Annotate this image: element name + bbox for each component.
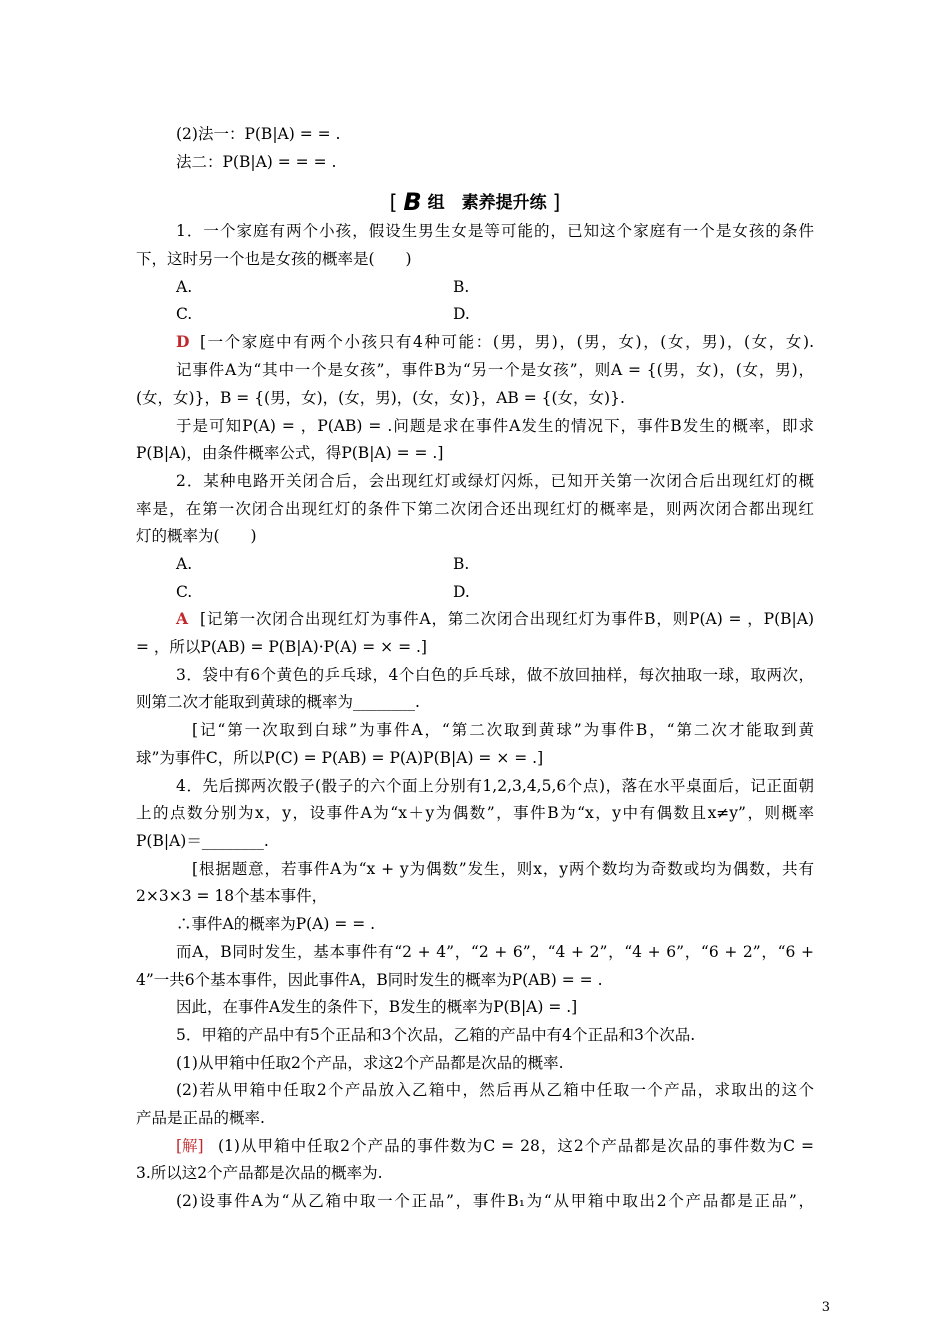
a4-line-d: 而A，B同时发生，基本事件有“2 + 4”，“2 + 6”，“4 + 2”，“4 + 6”，“6 + 2”，“6 +	[176, 943, 814, 961]
section-bracket-left: [	[389, 190, 398, 214]
a1-answer-label: D	[176, 332, 190, 351]
q4-line-b: 上的点数分别为x，y，设事件A为“x＋y为偶数”，事件B为“x，y中有偶数且x≠y”，则概率	[136, 804, 814, 822]
q1-line-b: 下，这时另一个也是女孩的概率是( )	[136, 250, 412, 268]
q2-option-d: D.	[453, 583, 470, 601]
a1-line-c: (女，女)}，B = {(男，女)，(女，男)，(女，女)}，AB = {(女，女)}.	[136, 389, 625, 407]
q3-line-a: 3．袋中有6个黄色的乒乓球，4个白色的乒乓球，做不放回抽样，每次抽取一球，取两次，	[176, 666, 814, 684]
a3-line-a: [记“第一次取到白球”为事件A，“第二次取到黄球”为事件B，“第二次才能取到黄	[192, 721, 814, 739]
q5-line-a: 5．甲箱的产品中有5个正品和3个次品，乙箱的产品中有4个正品和3个次品.	[176, 1026, 696, 1044]
q4-line-c: P(B|A)＝________.	[136, 832, 269, 850]
a3-line-b: 球”为事件C，所以P(C) = P(AB) = P(A)P(B|A) = × = .]	[136, 749, 544, 767]
page-number: 3	[821, 1300, 830, 1315]
a5-line-c: (2)设事件A为“从乙箱中取一个正品”，事件B₁为“从甲箱中取出2个产品都是正品”，	[176, 1192, 814, 1210]
a4-line-c: ∴事件A的概率为P(A) = = .	[176, 915, 376, 933]
a4-line-b: 2×3×3 = 18个基本事件，	[136, 887, 328, 905]
a1-line-e: P(B|A)，由条件概率公式，得P(B|A) = = .]	[136, 444, 444, 462]
q1-option-b: B.	[453, 278, 470, 296]
a1-line-a: [一个家庭中有两个小孩只有4种可能：(男，男)，(男，女)，(女，男)，(女，女).	[200, 333, 814, 351]
q2-line-b: 率是，在第一次闭合出现红灯的条件下第二次闭合还出现红灯的概率是，则两次闭合都出现红	[136, 500, 814, 518]
a1-line-b: 记事件A为“其中一个是女孩”，事件B为“另一个是女孩”，则A = {(男，女)，(女，男)，	[176, 361, 814, 379]
q2-option-c: C.	[176, 583, 193, 601]
line-l02: 法二：P(B|A) = = = .	[176, 153, 337, 171]
q2-option-a: A.	[176, 555, 193, 573]
q2-line-a: 2．某种电路开关闭合后，会出现红灯或绿灯闪烁，已知开关第一次闭合后出现红灯的概	[176, 472, 814, 490]
q5-line-b: (1)从甲箱中任取2个产品，求这2个产品都是次品的概率.	[176, 1054, 564, 1072]
q2-line-c: 灯的概率为( )	[136, 527, 257, 545]
section-letter: B	[403, 188, 422, 216]
q1-option-a: A.	[176, 278, 193, 296]
a4-line-e: 4”一共6个基本事件，因此事件A，B同时发生的概率为P(AB) = = .	[136, 971, 603, 989]
a2-line-b: = ，所以P(AB) = P(B|A)·P(A) = × = .]	[136, 638, 427, 656]
q2-option-b: B.	[453, 555, 470, 573]
q5-line-d: 产品是正品的概率.	[136, 1109, 265, 1127]
a5-solution-label: [解]	[176, 1137, 204, 1155]
q5-line-c: (2)若从甲箱中任取2个产品放入乙箱中，然后再从乙箱中任取一个产品，求取出的这个	[176, 1081, 814, 1099]
section-bracket-right: ]	[552, 190, 561, 214]
a5-line-b: 3.所以这2个产品都是次品的概率为.	[136, 1164, 383, 1182]
a2-answer-label: A	[176, 609, 189, 628]
q3-line-b: 则第二次才能取到黄球的概率为________.	[136, 693, 420, 711]
line-l01: (2)法一：P(B|A) = = .	[176, 125, 341, 143]
a4-line-a: [根据题意，若事件A为“x + y为偶数”发生，则x，y两个数均为奇数或均为偶数，共有	[192, 860, 814, 878]
q1-option-d: D.	[453, 305, 470, 323]
a1-line-d: 于是可知P(A) = ，P(AB) = .问题是求在事件A发生的情况下，事件B发生的概率，即求	[176, 417, 814, 435]
section-heading	[0, 188, 950, 214]
q1-option-c: C.	[176, 305, 193, 323]
a2-line-a: [记第一次闭合出现红灯为事件A，第二次闭合出现红灯为事件B，则P(A) = ，P(B|A)	[200, 610, 814, 628]
section-title: 组 素养提升练	[427, 193, 547, 213]
a4-line-f: 因此，在事件A发生的条件下，B发生的概率为P(B|A) = .]	[176, 998, 578, 1016]
q4-line-a: 4．先后掷两次骰子(骰子的六个面上分别有1,2,3,4,5,6个点)，落在水平桌面后，记正面朝	[176, 777, 814, 795]
a5-line-a: (1)从甲箱中任取2个产品的事件数为C = 28，这2个产品都是次品的事件数为C =	[218, 1137, 814, 1155]
q1-line-a: 1．一个家庭有两个小孩，假设生男生女是等可能的，已知这个家庭有一个是女孩的条件	[176, 222, 814, 240]
